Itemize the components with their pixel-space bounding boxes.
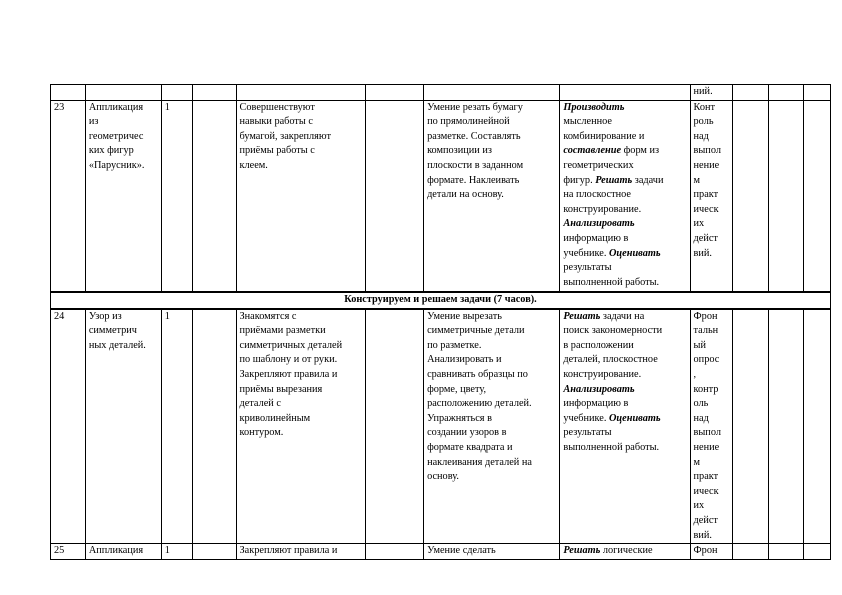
cell-control: Фрон xyxy=(690,544,732,560)
cell-empty xyxy=(769,85,804,101)
activity-text: форм из xyxy=(621,145,660,157)
section-row xyxy=(51,292,831,309)
activity-text: учебнике. xyxy=(563,247,609,259)
cell-skills xyxy=(424,85,560,101)
activity-text: деталей, плоскостное xyxy=(563,354,658,366)
activity-verb: Производить xyxy=(563,101,625,113)
activity-text: на плоскостное xyxy=(563,189,631,201)
cell-empty xyxy=(365,85,423,101)
table-row-lesson-25 xyxy=(51,544,831,560)
cell-empty xyxy=(365,544,423,560)
activity-verb: составление xyxy=(563,145,622,157)
cell-topic xyxy=(85,85,161,101)
cell-uud xyxy=(560,544,690,560)
activity-text: учебнике. xyxy=(563,412,609,424)
activity-verb: Оценивать xyxy=(609,412,661,424)
activity-text: выполненной работы. xyxy=(563,276,660,288)
activity-text: конструирование. xyxy=(563,369,642,381)
cell-empty xyxy=(732,544,769,560)
cell-number: 25 xyxy=(51,544,86,560)
cell-content: Закрепляют правила и xyxy=(236,544,365,560)
activity-text: выполненной работы. xyxy=(563,442,660,454)
cell-number: 24 xyxy=(51,309,86,544)
cell-empty xyxy=(193,100,236,292)
cell-empty xyxy=(769,100,804,292)
activity-text: информацию в xyxy=(563,398,629,410)
cell-empty xyxy=(769,309,804,544)
cell-number xyxy=(51,85,86,101)
activity-text: результаты xyxy=(563,427,612,439)
cell-empty xyxy=(732,309,769,544)
cell-empty xyxy=(732,85,769,101)
cell-control: Конт роль над выпол нение м практ ическ их дейст вий. xyxy=(690,100,732,292)
activity-text: логические xyxy=(600,545,653,557)
cell-content: Знакомятся с приёмами разметки симметричных деталей по шаблону и от руки. Закрепляют правила и приёмы вырезания деталей с криволинейным контуром. xyxy=(236,309,365,544)
cell-uud xyxy=(560,85,690,101)
cell-content: Совершенствуют навыки работы с бумагой, закрепляют приёмы работы с клеем. xyxy=(236,100,365,292)
activity-verb: Решать xyxy=(563,545,601,557)
activity-verb: Решать xyxy=(563,310,601,322)
activity-text: геометрических xyxy=(563,159,634,171)
activity-text: информацию в xyxy=(563,232,629,244)
cell-number: 23 xyxy=(51,100,86,292)
cell-empty xyxy=(732,100,769,292)
activity-text: поиск закономерности xyxy=(563,325,663,337)
cell-hours xyxy=(161,85,193,101)
cell-empty xyxy=(804,544,831,560)
cell-uud xyxy=(560,100,690,292)
activity-text: задачи на xyxy=(600,310,645,322)
cell-empty xyxy=(193,309,236,544)
activity-text: задачи xyxy=(632,174,664,186)
activity-text: конструирование. xyxy=(563,203,642,215)
activity-text: мысленное xyxy=(563,116,612,128)
cell-empty xyxy=(804,100,831,292)
cell-topic: Аппликация xyxy=(85,544,161,560)
cell-empty xyxy=(193,544,236,560)
cell-empty xyxy=(365,309,423,544)
section-title: Конструируем и решаем задачи (7 часов). xyxy=(51,292,831,309)
activity-text: в расположении xyxy=(563,339,634,351)
table-row-lesson-23 xyxy=(51,100,831,292)
cell-empty xyxy=(804,85,831,101)
cell-control: Фрон тальн ый опрос , контр оль над выпол нение м практ ическ их дейст вий. xyxy=(690,309,732,544)
cell-topic: Узор из симметрич ных деталей. xyxy=(85,309,161,544)
cell-topic: Аппликация из геометричес ких фигур «Парусник». xyxy=(85,100,161,292)
lesson-plan-table xyxy=(50,84,831,560)
cell-empty xyxy=(804,309,831,544)
cell-control: ний. xyxy=(690,85,732,101)
cell-uud xyxy=(560,309,690,544)
activity-text: фигур. xyxy=(563,174,596,186)
cell-hours: 1 xyxy=(161,309,193,544)
cell-empty xyxy=(193,85,236,101)
activity-verb: Анализировать xyxy=(563,218,635,230)
activity-verb: Оценивать xyxy=(609,247,661,259)
activity-text: результаты xyxy=(563,262,612,274)
cell-skills: Умение сделать xyxy=(424,544,560,560)
cell-hours: 1 xyxy=(161,544,193,560)
activity-verb: Решать xyxy=(595,174,633,186)
cell-skills: Умение вырезать симметричные детали по разметке. Анализировать и сравнивать образцы по форме, цвету, расположению деталей. Упражняться в создании узоров в формате квадрата и наклеивания деталей на основу. xyxy=(424,309,560,544)
cell-empty xyxy=(365,100,423,292)
cell-skills: Умение резать бумагу по прямолинейной разметке. Составлять композиции из плоскости в заданном формате. Наклеивать детали на основу. xyxy=(424,100,560,292)
cell-empty xyxy=(769,544,804,560)
table-row-lesson-24 xyxy=(51,309,831,544)
cell-content xyxy=(236,85,365,101)
cell-hours: 1 xyxy=(161,100,193,292)
activity-text: комбинирование и xyxy=(563,130,645,142)
activity-verb: Анализировать xyxy=(563,383,635,395)
table-row-continuation xyxy=(51,85,831,101)
